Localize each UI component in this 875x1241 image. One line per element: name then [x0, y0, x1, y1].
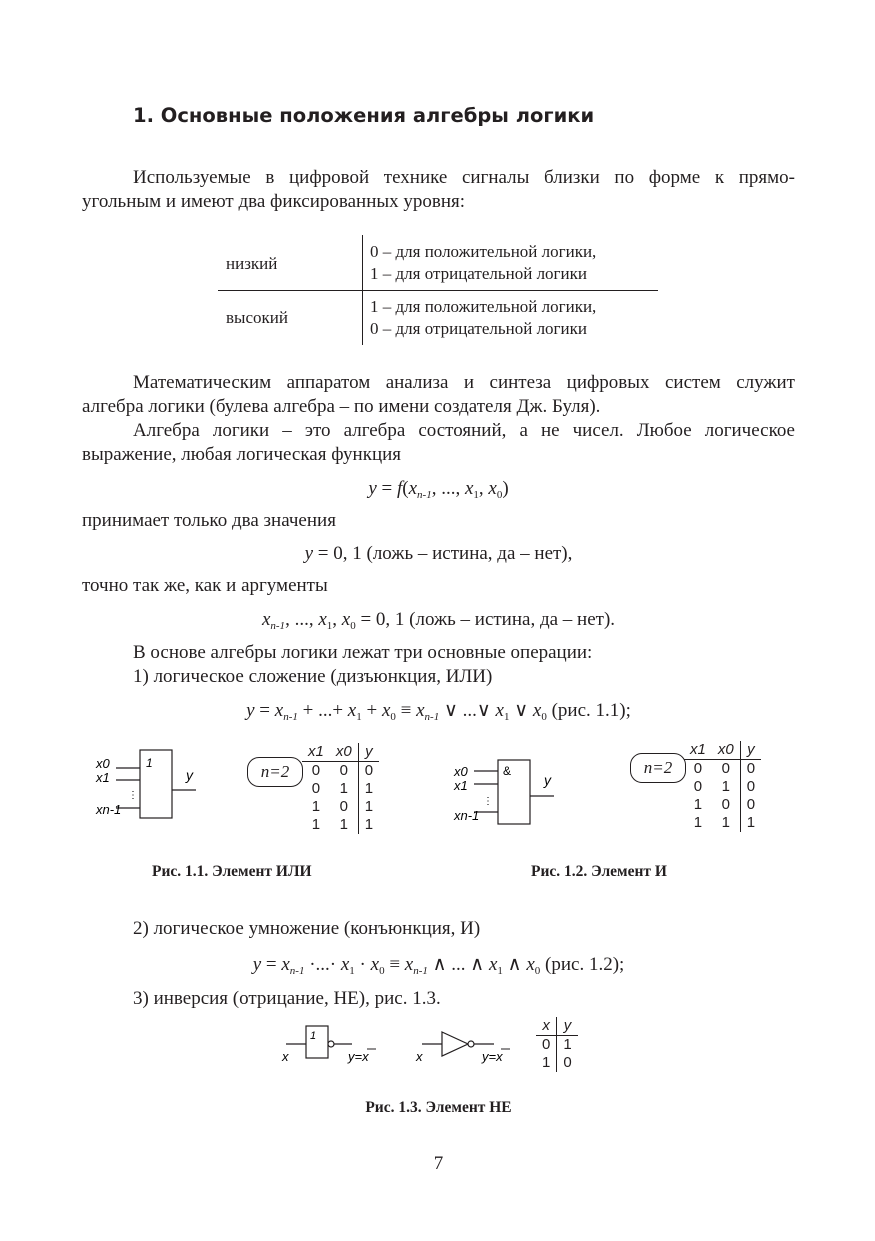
and-col-x1: x1 [684, 741, 712, 760]
not-gate-box-diagram [278, 1020, 388, 1068]
and-gate-symbol: & [503, 764, 512, 778]
or-col-y: y [358, 743, 379, 762]
not-truth-table [536, 1017, 578, 1072]
table-row: 1 0 0 [684, 796, 761, 814]
and-input-x0: x0 [454, 764, 468, 779]
or-output-y: y [186, 767, 193, 783]
not-tri-input: x [416, 1049, 423, 1064]
and-input-xn1: xn-1 [454, 808, 480, 823]
table-row: 0 0 0 [684, 760, 761, 779]
not-gate-triangle-diagram [412, 1024, 522, 1068]
formula-values: y = 0, 1 (ложь – истина, да – нет), [304, 543, 573, 564]
ops-intro: В основе алгебры логики лежат три основные операции: [133, 642, 593, 663]
op1-text: 1) логическое сложение (дизъюнкция, ИЛИ) [133, 666, 493, 687]
intro-line-1: Используемые в цифровой технике сигналы близки по форме к прямо- [133, 167, 795, 188]
para3-line-1: Алгебра логики – это алгебра состояний, а не чисел. Любое логическое [133, 420, 795, 441]
para2-line-2: алгебра логики (булева алгебра – по имени создателя Дж. Буля). [82, 396, 601, 417]
not-col-x: x [536, 1017, 557, 1036]
level-name-low: низкий [226, 254, 278, 273]
table-row: 0 1 [536, 1036, 578, 1055]
intro-line-2: угольным и имеют два фиксированных уровня: [82, 191, 466, 212]
and-col-x0: x0 [712, 741, 740, 760]
level-desc-high-1: 1 – для положительной логики, [370, 297, 597, 316]
or-gate-symbol: 1 [146, 756, 153, 770]
table-row: 1 0 1 [302, 798, 379, 816]
page-number: 7 [433, 1153, 444, 1174]
text-takes: принимает только два значения [82, 510, 336, 531]
op2-text: 2) логическое умножение (конъюнкция, И) [133, 918, 481, 939]
formula-or: $y = x_{n-1}$ + ...+ $x_1 + x_0 \equiv x_{n-1}$ ∨ ...∨ $x_1$ ∨ $x_0$ (рис. 1.1); [246, 700, 631, 723]
table-row: 1 1 1 [302, 816, 379, 834]
or-gate-box [140, 750, 172, 818]
svg-text:⋮: ⋮ [128, 790, 138, 801]
table-row: 1 0 [536, 1054, 578, 1072]
not-bubble-icon [328, 1041, 334, 1047]
table-row: 0 1 0 [684, 778, 761, 796]
and-output-y: y [544, 772, 551, 788]
level-desc-low-2: 1 – для отрицательной логики [370, 264, 587, 283]
not-col-y: y [557, 1017, 578, 1036]
section-heading: 1. Основные положения алгебры логики [133, 104, 595, 127]
or-truth-table [302, 743, 379, 834]
or-input-xn1: xn-1 [96, 802, 122, 817]
formula-args: $x_{n-1}$, ..., $x_1$, $x_0 = 0$, 1 (ложь – истина, да – нет). [261, 609, 616, 632]
not-gate-symbol: 1 [310, 1030, 317, 1042]
and-gate-diagram [448, 754, 568, 834]
level-desc-high-2: 0 – для отрицательной логики [370, 319, 587, 338]
or-col-x1: x1 [302, 743, 330, 762]
text-args: точно так же, как и аргументы [82, 575, 328, 596]
not-bubble-icon [468, 1041, 474, 1047]
not-tri-output: y=x [482, 1049, 503, 1064]
levels-table-hline [218, 290, 658, 291]
not-triangle-icon [442, 1032, 468, 1056]
caption-fig-1-1: Рис. 1.1. Элемент ИЛИ [152, 863, 312, 880]
formula-function: $y = f(x_{n-1}$, ..., $x_1$, $x_0$) [368, 478, 509, 501]
table-row: 0 0 0 [302, 762, 379, 781]
and-input-x1: x1 [454, 778, 468, 793]
or-col-x0: x0 [330, 743, 358, 762]
level-name-high: высокий [226, 308, 288, 327]
op3-text: 3) инверсия (отрицание, НЕ), рис. 1.3. [133, 988, 441, 1009]
para2-line-1: Математическим аппаратом анализа и синтеза цифровых систем служит [133, 372, 795, 393]
caption-fig-1-2: Рис. 1.2. Элемент И [531, 863, 667, 880]
levels-table [218, 235, 658, 345]
table-row: 1 1 1 [684, 814, 761, 832]
or-gate-diagram [90, 742, 210, 827]
or-n-badge: n=2 [247, 757, 303, 787]
level-desc-low-1: 0 – для положительной логики, [370, 242, 597, 261]
and-n-badge: n=2 [630, 753, 686, 783]
or-input-x1: x1 [96, 770, 110, 785]
para3-line-2: выражение, любая логическая функция [82, 444, 402, 465]
not-box-output: y=x [348, 1049, 369, 1064]
or-input-x0: x0 [96, 756, 110, 771]
svg-text:⋮: ⋮ [483, 796, 493, 807]
not-box-input: x [282, 1049, 289, 1064]
and-truth-table [684, 741, 761, 832]
formula-and: $y = x_{n-1}$ ·...· $x_1 \cdot x_0 \equiv x_{n-1}$ ∧ ... ∧ $x_1$ ∧ $x_0$ (рис. 1.2); [252, 954, 625, 977]
and-col-y: y [740, 741, 761, 760]
table-row: 0 1 1 [302, 780, 379, 798]
caption-fig-1-3: Рис. 1.3. Элемент НЕ [365, 1099, 512, 1116]
